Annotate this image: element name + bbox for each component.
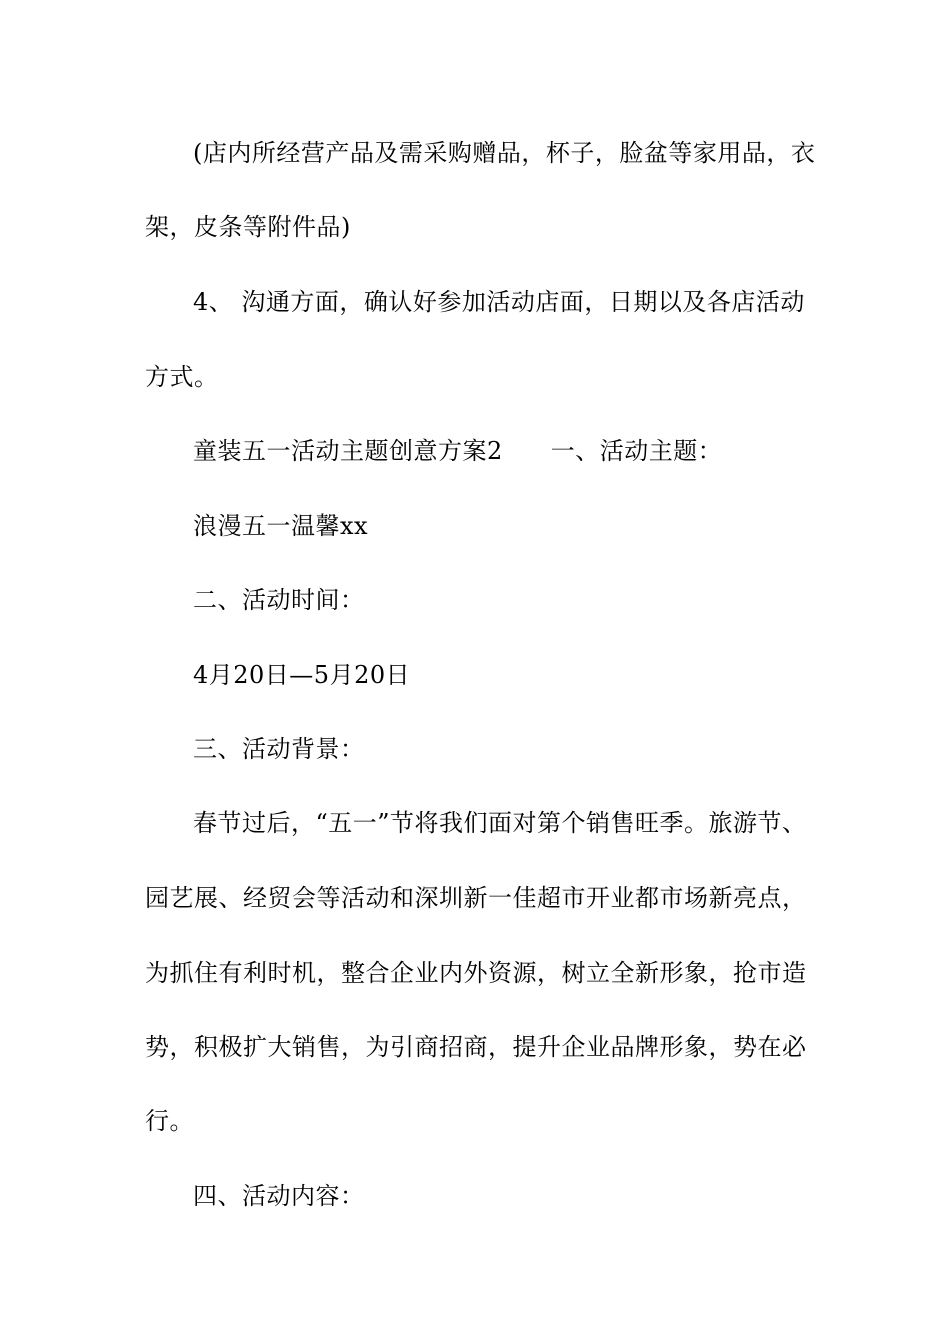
subsection-heading: 三、活动背景： — [193, 735, 365, 763]
paragraph-line: 4、 沟通方面，确认好参加活动店面，日期以及各店活动 — [193, 288, 805, 316]
subsection-heading: 一、活动主题： — [550, 437, 723, 465]
paragraph-line: 为抓住有利时机，整合企业内外资源，树立全新形象，抢市造 — [145, 959, 807, 987]
paragraph-line: 园艺展、经贸会等活动和深圳新一佳超市开业都市场新亮点， — [145, 884, 807, 912]
section-title: 童装五一活动主题创意方案2 — [193, 437, 503, 465]
paragraph-line: 方式。 — [145, 363, 219, 391]
paragraph-line: 浪漫五一温馨xx — [193, 512, 369, 540]
paragraph-line: 4月20日—5月20日 — [193, 661, 411, 689]
section-heading-line — [193, 436, 722, 466]
paragraph-line: 行。 — [145, 1107, 194, 1135]
paragraph-line: 架，皮条等附件品) — [145, 213, 351, 241]
paragraph-line: 势，积极扩大销售，为引商招商，提升企业品牌形象，势在必 — [145, 1033, 807, 1061]
paragraph-line: (店内所经营产品及需采购赠品，杯子，脸盆等家用品，衣 — [193, 139, 816, 167]
paragraph-line: 春节过后，“五一”节将我们面对第个销售旺季。旅游节、 — [193, 809, 807, 837]
subsection-heading: 四、活动内容： — [193, 1182, 365, 1210]
subsection-heading: 二、活动时间： — [193, 586, 365, 614]
